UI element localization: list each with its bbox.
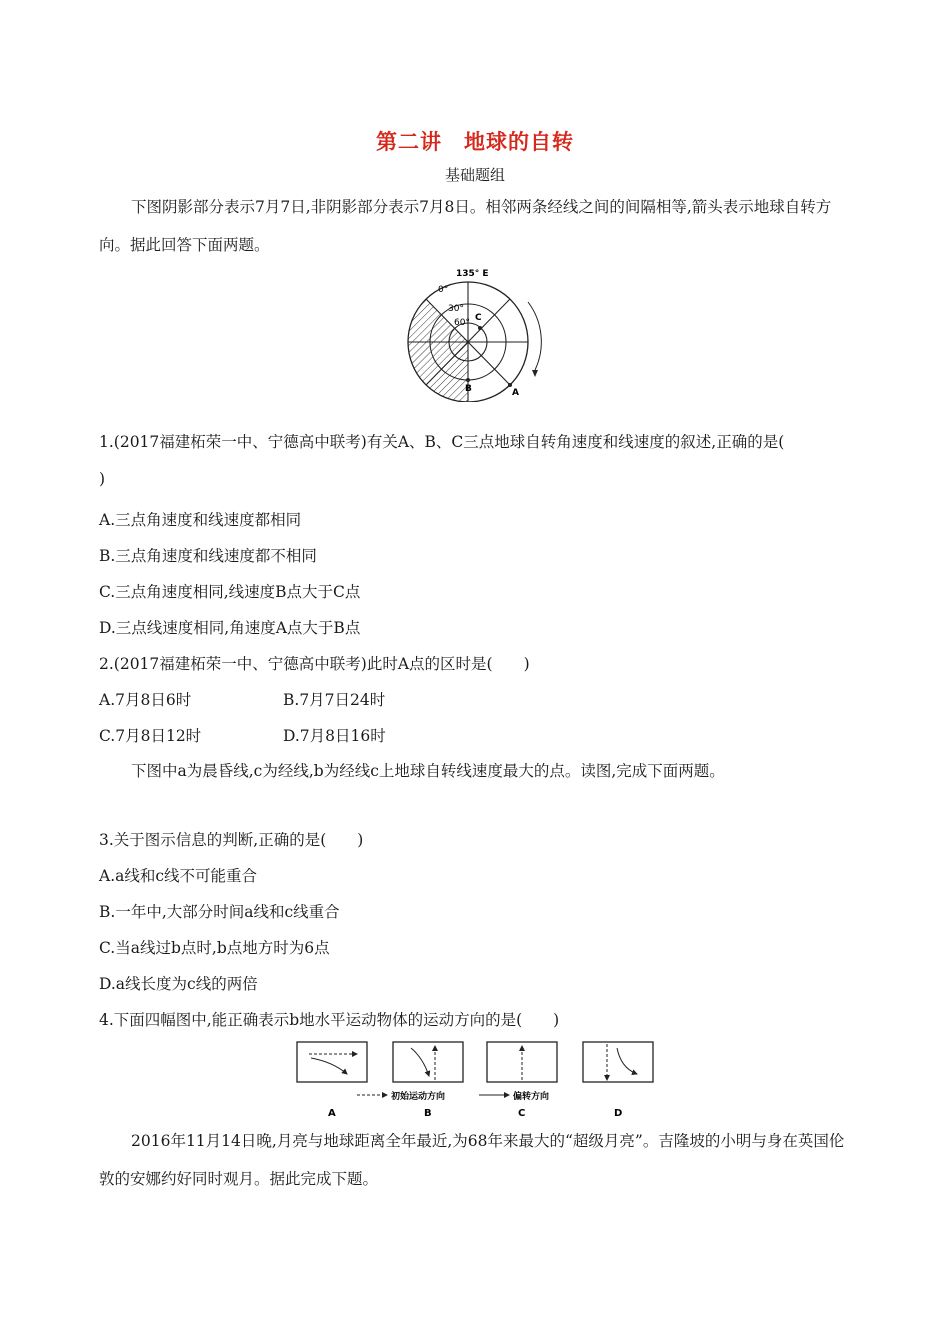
panel-label-b: B bbox=[424, 1108, 432, 1119]
deflection-panels bbox=[295, 1040, 660, 1122]
panel-b[interactable] bbox=[393, 1042, 463, 1082]
intro-paragraph-3: 2016年11月14日晚,月亮与地球距离全年最近,为68年来最大的“超级月亮”。吉隆坡的小明与身在英国伦敦的安娜约好同时观月。据此完成下题。 bbox=[99, 1132, 845, 1188]
q2-option-b[interactable]: B.7月7日24时 bbox=[283, 691, 386, 709]
q1-stem-end: ) bbox=[99, 470, 106, 488]
q1-option-b[interactable]: B.三点角速度和线速度都不相同 bbox=[99, 547, 317, 565]
lat-label-60: 60° bbox=[454, 318, 470, 328]
panel-label-a: A bbox=[328, 1108, 336, 1119]
panel-c[interactable] bbox=[487, 1042, 557, 1082]
q1-option-c[interactable]: C.三点角速度相同,线速度B点大于C点 bbox=[99, 583, 361, 601]
panel-label-c: C bbox=[518, 1108, 526, 1119]
q2-option-a[interactable]: A.7月8日6时 bbox=[99, 691, 192, 709]
q2-option-d[interactable]: D.7月8日16时 bbox=[283, 727, 386, 745]
rotation-arrow bbox=[528, 302, 541, 370]
q3-option-c[interactable]: C.当a线过b点时,b点地方时为6点 bbox=[99, 939, 330, 957]
intro-paragraph-1: 下图阴影部分表示7月7日,非阴影部分表示7月8日。相邻两条经线之间的间隔相等,箭头表示地球自转方向。据此回答下面两题。 bbox=[99, 198, 832, 254]
q2-stem: 2.(2017福建柘荣一中、宁德高中联考)此时A点的区时是( ) bbox=[99, 655, 530, 673]
page-title: 第二讲 地球的自转 bbox=[376, 130, 574, 154]
polar-diagram bbox=[400, 262, 560, 402]
q3-option-b[interactable]: B.一年中,大部分时间a线和c线重合 bbox=[99, 903, 340, 921]
panel-a[interactable] bbox=[297, 1042, 367, 1082]
legend-deflection: 偏转方向 bbox=[513, 1092, 550, 1102]
panel-label-d: D bbox=[614, 1108, 623, 1119]
section-subtitle: 基础题组 bbox=[444, 166, 505, 184]
point-a-label: A bbox=[512, 388, 519, 398]
q3-stem: 3.关于图示信息的判断,正确的是( ) bbox=[99, 831, 364, 849]
q1-option-d[interactable]: D.三点线速度相同,角速度A点大于B点 bbox=[99, 619, 361, 637]
legend-initial-direction: 初始运动方向 bbox=[391, 1092, 446, 1102]
q2-option-c[interactable]: C.7月8日12时 bbox=[99, 727, 202, 745]
lat-label-30: 30° bbox=[448, 304, 464, 314]
point-b-label: B bbox=[465, 384, 472, 394]
q3-option-d[interactable]: D.a线长度为c线的两倍 bbox=[99, 975, 258, 993]
panel-d[interactable] bbox=[583, 1042, 653, 1082]
intro-paragraph-2: 下图中a为晨昏线,c为经线,b为经线c上地球自转线速度最大的点。读图,完成下面两题。 bbox=[131, 762, 725, 780]
q1-option-a[interactable]: A.三点角速度和线速度都相同 bbox=[99, 511, 302, 529]
q1-stem: 1.(2017福建柘荣一中、宁德高中联考)有关A、B、C三点地球自转角速度和线速度的叙述,正确的是( bbox=[99, 433, 785, 451]
q4-stem: 4.下面四幅图中,能正确表示b地水平运动物体的运动方向的是( ) bbox=[99, 1011, 560, 1029]
lon-label: 135° E bbox=[456, 269, 489, 279]
point-c-label: C bbox=[475, 313, 482, 323]
q3-option-a[interactable]: A.a线和c线不可能重合 bbox=[99, 867, 258, 885]
lat-label-0: 0° bbox=[438, 285, 449, 295]
